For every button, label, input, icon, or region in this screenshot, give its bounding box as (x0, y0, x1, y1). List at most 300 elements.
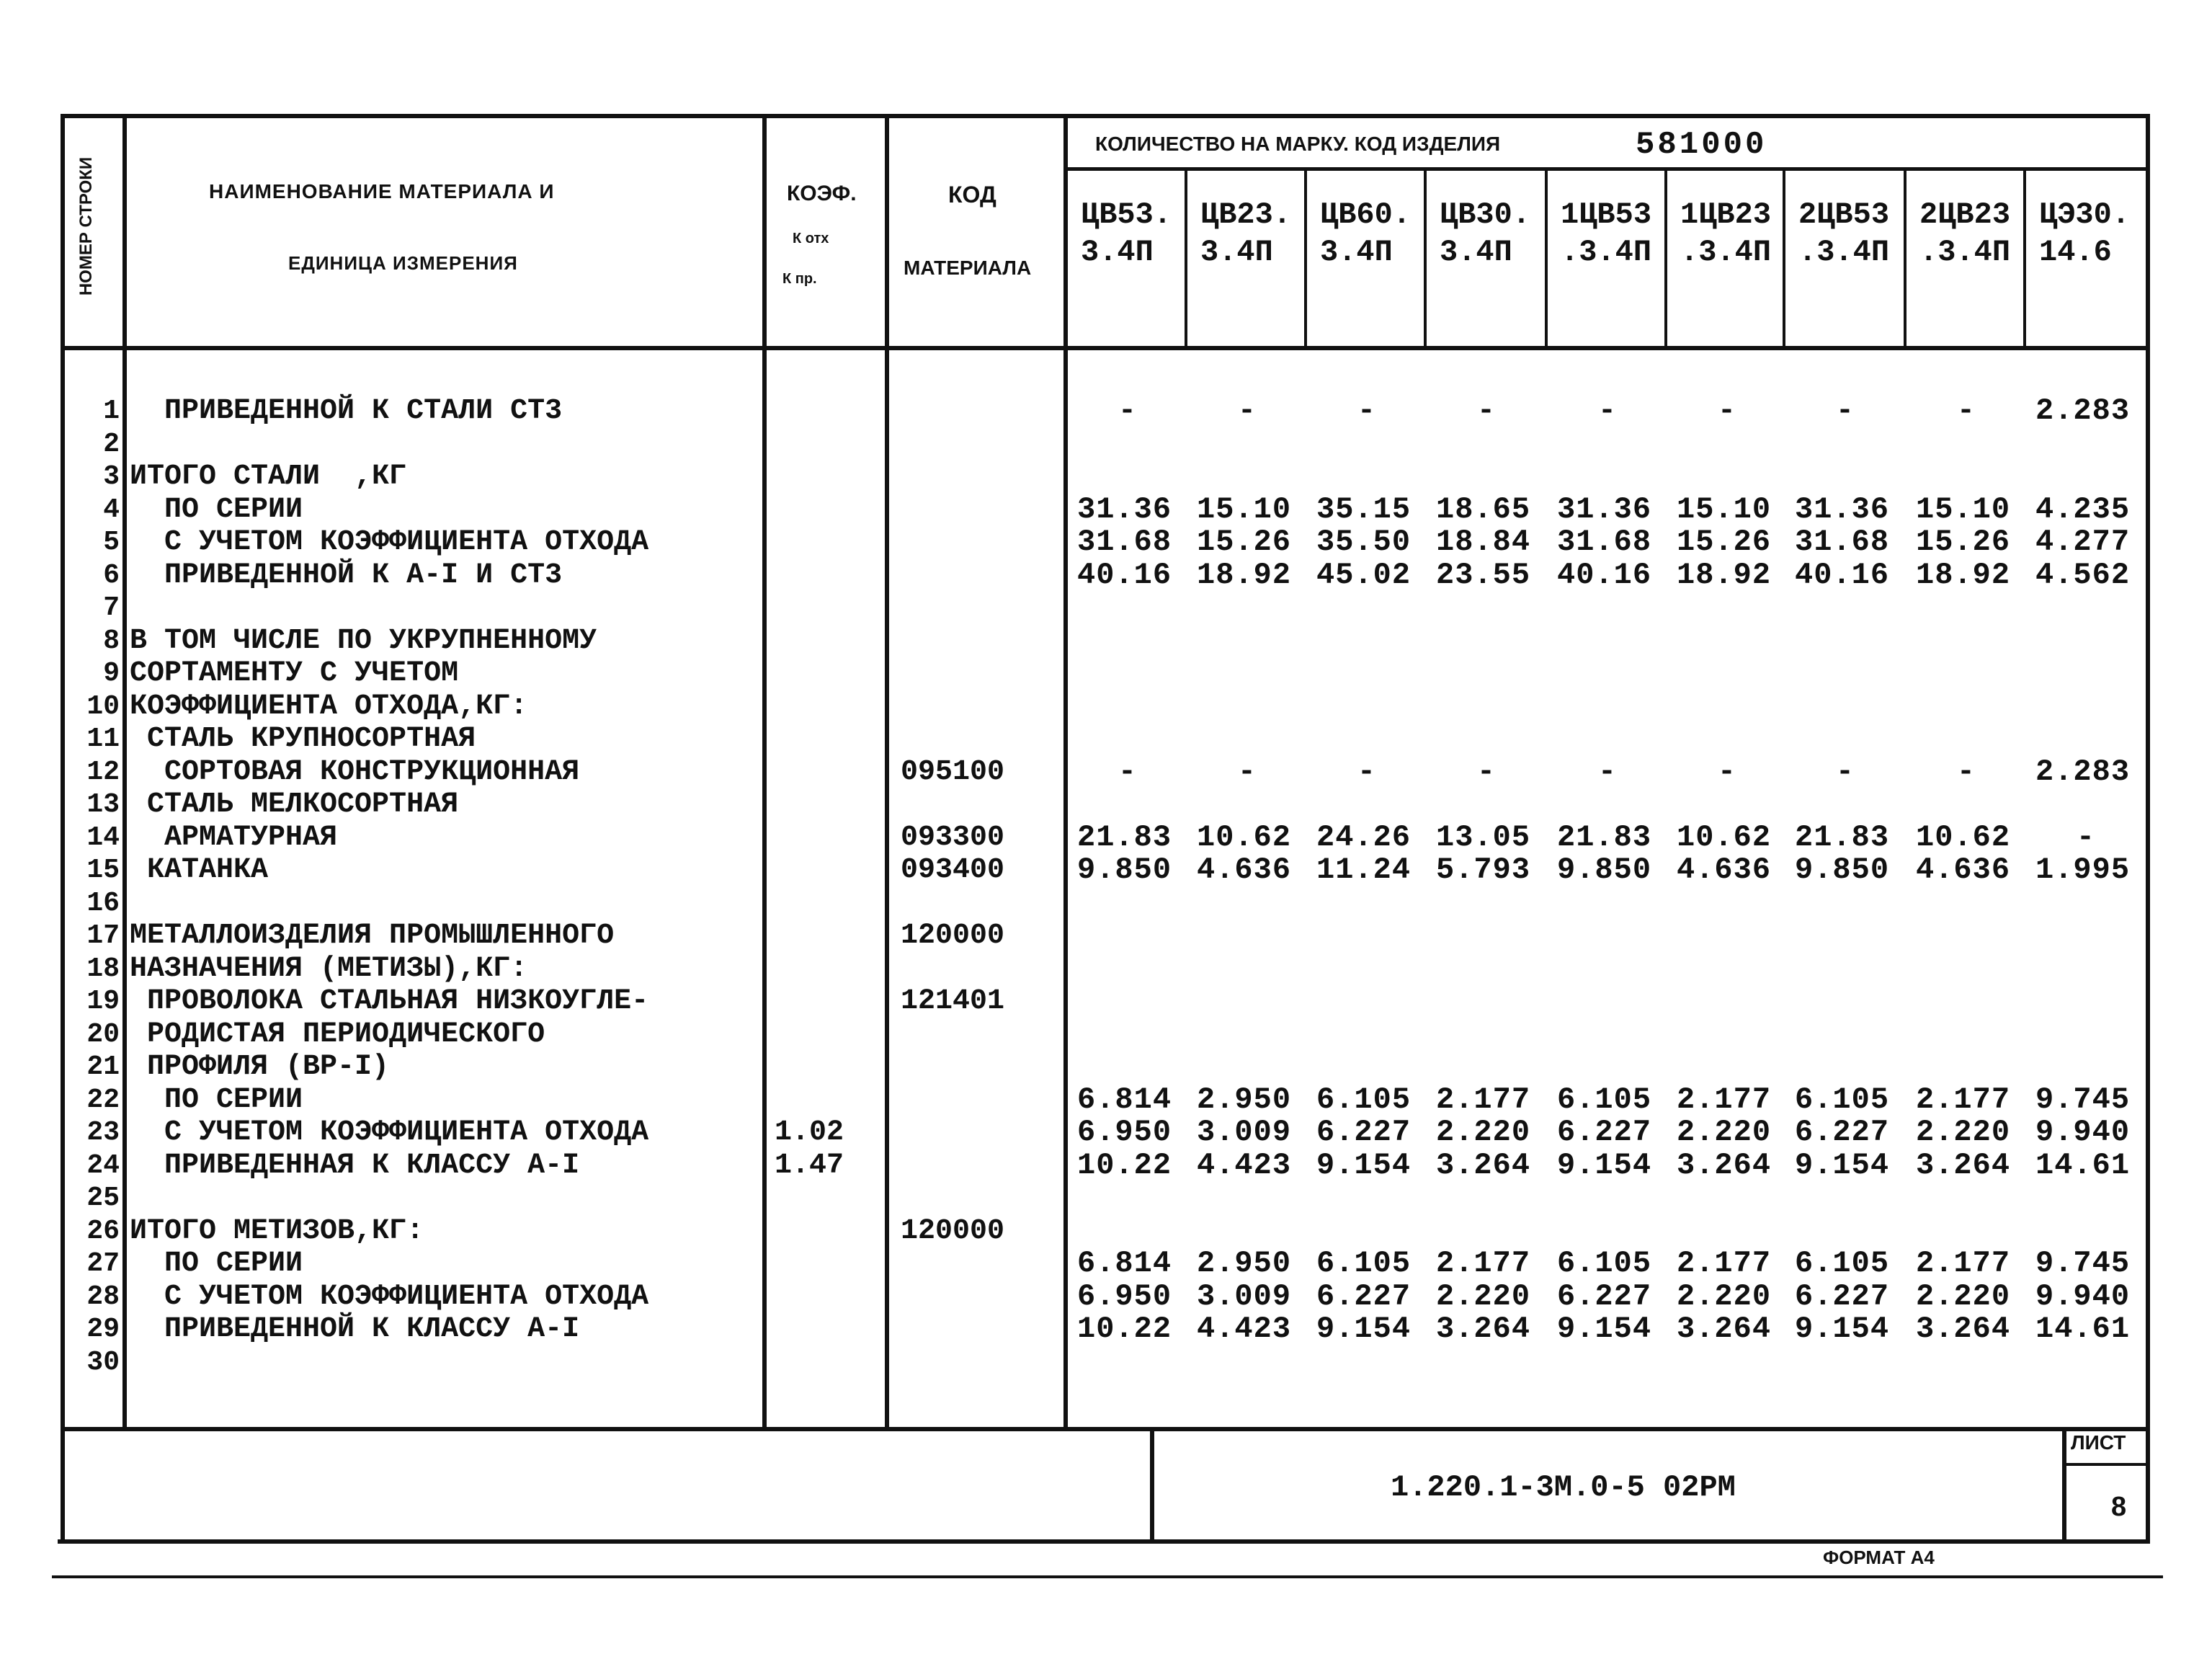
row-number: 2 (103, 428, 120, 460)
quantity-cell: 9.850 (1557, 853, 1652, 887)
quantity-cell: 18.92 (1197, 557, 1292, 592)
coef-header-line3: К пр. (782, 271, 817, 287)
quantity-cell: 2.177 (1916, 1082, 2011, 1117)
table-row (1077, 657, 2147, 690)
quantity-cell: 40.16 (1557, 557, 1652, 592)
material-name: СОРТАМЕНТУ С УЧЕТОМ (130, 657, 459, 690)
row-number: 5 (103, 527, 120, 558)
coefficient-value (775, 428, 890, 461)
quantity-column-header: 2ЦВ23 .3.4П (1919, 197, 2011, 270)
quantity-cell: - (1835, 754, 1855, 789)
row-number: 9 (103, 658, 120, 689)
quantity-cell: 2.220 (1916, 1115, 2011, 1149)
table-row (1077, 1182, 2147, 1215)
quantity-cell: - (1717, 393, 1737, 428)
table-row (1077, 1018, 2147, 1051)
quantity-cell: 31.36 (1795, 492, 1890, 527)
material-name: ПРИВЕДЕННАЯ К КЛАССУ А-I (130, 1149, 580, 1182)
row-number: 18 (86, 953, 120, 984)
quantity-cell: 31.68 (1557, 525, 1652, 559)
table-row (1077, 756, 2147, 789)
material-code (901, 1084, 1066, 1117)
quantity-cell: 2.283 (2035, 754, 2131, 789)
quantity-cell: 6.950 (1077, 1115, 1172, 1149)
quantity-cell: 4.277 (2035, 525, 2131, 559)
material-name: ПРИВЕДЕННОЙ К СТАЛИ СТ3 (130, 395, 563, 427)
quantity-cell: 2.177 (1436, 1246, 1531, 1281)
quantity-cell: 9.154 (1795, 1312, 1890, 1346)
quantity-cell: 9.940 (2035, 1115, 2131, 1149)
quantity-cell: - (1476, 393, 1497, 428)
table-row (1077, 953, 2147, 986)
quantity-cell: 2.220 (1436, 1115, 1531, 1149)
row-number: 14 (86, 822, 120, 853)
quantity-cell: - (1357, 754, 1377, 789)
quantity-cell: 3.264 (1916, 1312, 2011, 1346)
material-code (901, 887, 1066, 920)
quantity-cell: 11.24 (1316, 853, 1412, 887)
quantity-cell: 45.02 (1316, 557, 1412, 592)
material-code (901, 723, 1066, 756)
quantity-cell: 9.745 (2035, 1246, 2131, 1281)
material-code (901, 1247, 1066, 1281)
code-header-line2: МАТЕРИАЛА (904, 257, 1032, 279)
row-number: 1 (103, 396, 120, 427)
quantity-cell: 6.105 (1316, 1246, 1412, 1281)
quantity-cell: 9.154 (1795, 1147, 1890, 1183)
material-code: 120000 (901, 920, 1005, 952)
material-name: ИТОГО СТАЛИ ,КГ (130, 461, 407, 493)
row-number: 25 (86, 1183, 120, 1214)
quantity-cell: 21.83 (1077, 819, 1172, 855)
coefficient-value (775, 592, 890, 625)
quantity-cell: 4.235 (2035, 492, 2131, 527)
material-name (130, 428, 764, 461)
footer-divider-doc (1150, 1427, 1154, 1544)
row-number: 22 (86, 1084, 120, 1116)
quantity-cell: - (1118, 754, 1138, 789)
coefficient-value (775, 461, 890, 494)
quantity-column-header: ЦВ30. 3.4П (1440, 197, 1531, 270)
material-name: ПРОВОЛОКА СТАЛЬНАЯ НИЗКОУГЛЕ- (130, 985, 649, 1018)
quantity-cell: 10.62 (1677, 819, 1772, 855)
coefficient-value (775, 788, 890, 822)
coefficient-value (775, 526, 890, 559)
quantity-cell: 4.423 (1197, 1312, 1292, 1346)
material-code (901, 1346, 1066, 1379)
quantity-cell: 18.65 (1436, 492, 1531, 527)
material-name-header-line2: ЕДИНИЦА ИЗМЕРЕНИЯ (288, 252, 518, 274)
quantity-cell: - (1237, 393, 1257, 428)
row-number: 7 (103, 592, 120, 623)
quantity-cell: 10.22 (1077, 1312, 1172, 1346)
material-name: С УЧЕТОМ КОЭФФИЦИЕНТА ОТХОДА (130, 1116, 649, 1149)
row-number: 11 (86, 724, 120, 755)
quantity-cell: 15.10 (1677, 492, 1772, 527)
material-name-header-line1: НАИМЕНОВАНИЕ МАТЕРИАЛА И (209, 180, 555, 203)
quantity-cell: 3.009 (1197, 1278, 1292, 1314)
coef-header-line1: КОЭФ. (787, 182, 857, 205)
table-row (1077, 494, 2147, 527)
quantity-cell: 6.105 (1557, 1082, 1652, 1117)
sheet-label: ЛИСТ (2071, 1431, 2126, 1454)
quantity-cell: - (1956, 754, 1976, 789)
material-code-column (901, 395, 1066, 1379)
coefficient-value (775, 1018, 890, 1051)
material-name: ПО СЕРИИ (130, 1083, 303, 1116)
table-row (1077, 461, 2147, 494)
table-row (1077, 1278, 2147, 1314)
table-row (1077, 887, 2147, 920)
material-name: С УЧЕТОМ КОЭФФИЦИЕНТА ОТХОДА (130, 1280, 649, 1313)
quantity-cell: 18.84 (1436, 525, 1531, 559)
material-code (901, 461, 1066, 494)
material-name: ПО СЕРИИ (130, 493, 303, 526)
material-code (901, 395, 1066, 428)
table-row (1077, 985, 2147, 1018)
quantity-cell: 4.636 (1197, 853, 1292, 887)
quantity-cell: 3.264 (1677, 1312, 1772, 1346)
quantity-cell: 24.26 (1316, 819, 1412, 855)
quantity-cell: 6.814 (1077, 1082, 1172, 1117)
material-code: 093400 (901, 854, 1005, 886)
quantity-cell: 6.950 (1077, 1278, 1172, 1314)
table-row (1077, 592, 2147, 625)
material-name-column (130, 395, 764, 1379)
table-row (1077, 1149, 2147, 1183)
row-number-header: НОМЕР СТРОКИ (76, 156, 96, 296)
material-code: 120000 (901, 1214, 1005, 1247)
quantity-cell: 4.423 (1197, 1147, 1292, 1183)
row-number: 29 (86, 1314, 120, 1345)
table-row (1077, 920, 2147, 953)
quantity-cell: 15.10 (1197, 492, 1292, 527)
quantity-header: КОЛИЧЕСТВО НА МАРКУ. КОД ИЗДЕЛИЯ (1095, 133, 1501, 155)
coefficient-value (775, 559, 890, 592)
quantity-cell: - (2076, 819, 2096, 855)
row-number: 16 (86, 887, 120, 919)
quantity-cell: 2.177 (1677, 1082, 1772, 1117)
quantity-cell: - (1956, 393, 1976, 428)
header-bottom-border (61, 346, 2150, 350)
material-name: ПРИВЕДЕННОЙ К КЛАССУ А-I (130, 1313, 580, 1346)
quantity-cell: 6.105 (1795, 1082, 1890, 1117)
coefficient-column (775, 395, 890, 1379)
quantity-cell: 18.92 (1677, 557, 1772, 592)
quantity-cell: 13.05 (1436, 819, 1531, 855)
quantity-cell: 6.814 (1077, 1246, 1172, 1281)
table-row (1077, 1346, 2147, 1379)
table-row (1077, 788, 2147, 822)
coefficient-value (775, 1346, 890, 1379)
quantity-cell: 31.36 (1557, 492, 1652, 527)
quantity-cell: 2.283 (2035, 393, 2131, 428)
quantity-cell: - (1835, 393, 1855, 428)
quantity-cell: 2.177 (1436, 1082, 1531, 1117)
quantity-column-header: ЦВ53. 3.4П (1081, 197, 1172, 270)
quantity-cell: 3.264 (1436, 1147, 1531, 1183)
quantity-cell: - (1237, 754, 1257, 789)
quantity-cell: 15.26 (1677, 525, 1772, 559)
row-number: 15 (86, 855, 120, 886)
quantity-cell: 3.264 (1436, 1312, 1531, 1346)
quantity-cell: 14.61 (2035, 1312, 2131, 1346)
format-line (52, 1575, 2163, 1578)
material-name: ПРОФИЛЯ (ВР-I) (130, 1051, 390, 1083)
coefficient-value (775, 1215, 890, 1248)
quantity-cell: 2.220 (1436, 1278, 1531, 1314)
quantity-cell: - (1597, 754, 1618, 789)
quantity-cell: 10.22 (1077, 1147, 1172, 1183)
coefficient-value (775, 494, 890, 527)
footer-bottom-border (58, 1539, 2150, 1544)
material-name (130, 1346, 764, 1379)
material-code (901, 1116, 1066, 1149)
coefficient-value (775, 985, 890, 1018)
material-code (901, 1018, 1066, 1051)
coefficient-value (775, 1313, 890, 1346)
material-name: ИТОГО МЕТИЗОВ,КГ: (130, 1214, 424, 1247)
coefficient-value (775, 690, 890, 724)
row-number: 27 (86, 1248, 120, 1279)
quantity-cell: 31.68 (1795, 525, 1890, 559)
coef-header-line2: К отх (793, 231, 829, 246)
table-row (1077, 690, 2147, 724)
material-code (901, 657, 1066, 690)
body-bottom-border (61, 1427, 2150, 1431)
row-number: 8 (103, 625, 120, 657)
coefficient-value (775, 1281, 890, 1314)
table-row (1077, 1215, 2147, 1248)
material-code (901, 592, 1066, 625)
quantity-column-header: 1ЦВ53 .3.4П (1561, 197, 1652, 270)
coefficient-value (775, 887, 890, 920)
material-code (901, 788, 1066, 822)
quantity-cell: 6.227 (1557, 1115, 1652, 1149)
quantity-column-header: 1ЦВ23 .3.4П (1680, 197, 1772, 270)
quantity-cell: 2.220 (1677, 1278, 1772, 1314)
quantity-cell: 6.227 (1795, 1278, 1890, 1314)
quantity-cell: 9.154 (1316, 1147, 1412, 1183)
coefficient-value (775, 657, 890, 690)
quantity-cell: 21.83 (1557, 819, 1652, 855)
quantity-column-header: 2ЦВ53 .3.4П (1798, 197, 1890, 270)
quantity-cell: 4.636 (1677, 853, 1772, 887)
quantity-cell: 10.62 (1916, 819, 2011, 855)
material-name (130, 592, 764, 625)
table-top-border (61, 114, 2150, 118)
table-row (1077, 854, 2147, 887)
table-row (1077, 625, 2147, 658)
coefficient-value: 1.47 (775, 1149, 844, 1182)
quantity-cell: 3.264 (1677, 1147, 1772, 1183)
table-row (1077, 1084, 2147, 1117)
quantity-cell: 2.950 (1197, 1082, 1292, 1117)
row-number: 17 (86, 920, 120, 951)
material-code (901, 1281, 1066, 1314)
material-code (901, 1182, 1066, 1215)
material-code (901, 953, 1066, 986)
coefficient-value (775, 1182, 890, 1215)
quantity-cell: 9.154 (1557, 1147, 1652, 1183)
quantity-cell: 9.940 (2035, 1278, 2131, 1314)
row-number: 24 (86, 1149, 120, 1181)
quantity-cell: 2.177 (1677, 1246, 1772, 1281)
qty-header-divider (1063, 167, 2150, 171)
material-name: РОДИСТАЯ ПЕРИОДИЧЕСКОГО (130, 1018, 545, 1051)
quantity-cell: 21.83 (1795, 819, 1890, 855)
quantity-cell: 9.850 (1077, 853, 1172, 887)
table-row (1077, 1051, 2147, 1084)
coefficient-value (775, 1247, 890, 1281)
material-code (901, 690, 1066, 724)
row-number: 21 (86, 1051, 120, 1082)
quantity-cell: 31.36 (1077, 492, 1172, 527)
table-row (1077, 428, 2147, 461)
material-name: КОЭФФИЦИЕНТА ОТХОДА,КГ: (130, 690, 528, 723)
quantity-column-header: ЦВ60. 3.4П (1320, 197, 1412, 270)
row-number: 10 (86, 690, 120, 722)
quantity-cell: 15.10 (1916, 492, 2011, 527)
material-name: АРМАТУРНАЯ (130, 821, 338, 854)
material-name: СОРТОВАЯ КОНСТРУКЦИОННАЯ (130, 755, 580, 788)
table-row (1077, 559, 2147, 592)
material-name: В ТОМ ЧИСЛЕ ПО УКРУПНЕННОМУ (130, 624, 597, 657)
row-number: 19 (86, 986, 120, 1017)
coefficient-value (775, 625, 890, 658)
row-number: 28 (86, 1281, 120, 1312)
row-number: 13 (86, 789, 120, 820)
sheet-number: 8 (2111, 1492, 2127, 1522)
quantity-cell: - (1118, 393, 1138, 428)
quantity-cell: 2.177 (1916, 1246, 2011, 1281)
row-number: 4 (103, 494, 120, 525)
row-number: 12 (86, 756, 120, 788)
quantity-cell: - (1717, 754, 1737, 789)
quantity-cell: 6.105 (1316, 1082, 1412, 1117)
quantity-cell: 35.15 (1316, 492, 1412, 527)
material-name: ПО СЕРИИ (130, 1247, 303, 1280)
quantity-cell: 40.16 (1795, 557, 1890, 592)
quantity-cell: 6.105 (1795, 1246, 1890, 1281)
table-row (1077, 1247, 2147, 1281)
material-name: С УЧЕТОМ КОЭФФИЦИЕНТА ОТХОДА (130, 526, 649, 559)
coefficient-value (775, 854, 890, 887)
material-code (901, 1149, 1066, 1183)
quantity-cell: 2.220 (1677, 1115, 1772, 1149)
quantity-cell: - (1357, 393, 1377, 428)
material-code (901, 1313, 1066, 1346)
row-number: 20 (86, 1018, 120, 1050)
quantity-cell: 2.950 (1197, 1246, 1292, 1281)
quantity-cell: 9.745 (2035, 1082, 2131, 1117)
material-code (901, 625, 1066, 658)
material-name: ПРИВЕДЕННОЙ К А-I И СТ3 (130, 559, 563, 592)
row-number-column (63, 395, 120, 1379)
quantity-cell: 1.995 (2035, 853, 2131, 887)
quantity-cell: 40.16 (1077, 557, 1172, 592)
material-code (901, 559, 1066, 592)
material-code: 121401 (901, 985, 1005, 1018)
material-code (901, 1051, 1066, 1084)
quantity-cell: - (1476, 754, 1497, 789)
coefficient-value (775, 822, 890, 855)
quantity-cell: 15.26 (1197, 525, 1292, 559)
quantity-column-header: ЦЭ30. 14.6 (2039, 197, 2131, 270)
row-number: 6 (103, 559, 120, 591)
coefficient-value (775, 953, 890, 986)
quantity-cell: 15.26 (1916, 525, 2011, 559)
material-name: СТАЛЬ МЕЛКОСОРТНАЯ (130, 788, 459, 821)
document-code: 1.220.1-3М.0-5 02РМ (1391, 1470, 1736, 1505)
coefficient-value: 1.02 (775, 1116, 844, 1149)
code-header-line1: КОД (948, 182, 996, 208)
quantity-cell: 4.636 (1916, 853, 2011, 887)
quantity-cell: 3.264 (1916, 1147, 2011, 1183)
quantity-cell: 23.55 (1436, 557, 1531, 592)
material-code: 093300 (901, 821, 1005, 854)
quantity-cell: 3.009 (1197, 1115, 1292, 1149)
row-number: 23 (86, 1117, 120, 1148)
material-code (901, 428, 1066, 461)
quantity-cell: 18.92 (1916, 557, 2011, 592)
quantity-data-grid (1077, 395, 2147, 1379)
row-number: 3 (103, 461, 120, 492)
product-code: 581000 (1636, 127, 1767, 163)
footer-divider-sheet (2062, 1427, 2066, 1544)
coefficient-value (775, 1051, 890, 1084)
table-row (1077, 395, 2147, 428)
material-name: КАТАНКА (130, 854, 269, 886)
table-row (1077, 819, 2147, 855)
quantity-cell: 4.562 (2035, 557, 2131, 592)
quantity-cell: 14.61 (2035, 1147, 2131, 1183)
table-row (1077, 723, 2147, 756)
quantity-cell: 9.850 (1795, 853, 1890, 887)
quantity-cell: 9.154 (1557, 1312, 1652, 1346)
row-number: 26 (86, 1215, 120, 1247)
quantity-cell: 6.227 (1557, 1278, 1652, 1314)
material-name: НАЗНАЧЕНИЯ (МЕТИЗЫ),КГ: (130, 952, 528, 985)
coefficient-value (775, 1084, 890, 1117)
quantity-column-header: ЦВ23. 3.4П (1200, 197, 1292, 270)
col-divider-rownum (122, 114, 127, 1431)
quantity-cell: 5.793 (1436, 853, 1531, 887)
material-code (901, 494, 1066, 527)
quantity-cell: 2.220 (1916, 1278, 2011, 1314)
coefficient-value (775, 920, 890, 953)
quantity-cell: 6.105 (1557, 1246, 1652, 1281)
coefficient-value (775, 756, 890, 789)
material-code: 095100 (901, 755, 1005, 788)
table-row (1077, 1313, 2147, 1346)
material-name: МЕТАЛЛОИЗДЕЛИЯ ПРОМЫШЛЕННОГО (130, 920, 615, 952)
quantity-cell: 6.227 (1795, 1115, 1890, 1149)
quantity-cell: 9.154 (1316, 1312, 1412, 1346)
table-row (1077, 526, 2147, 559)
sheet-label-divider (2062, 1463, 2150, 1466)
row-number: 30 (86, 1346, 120, 1378)
material-name (130, 887, 764, 920)
quantity-cell: 6.227 (1316, 1115, 1412, 1149)
coefficient-value (775, 395, 890, 428)
quantity-cell: 10.62 (1197, 819, 1292, 855)
material-name: СТАЛЬ КРУПНОСОРТНАЯ (130, 723, 476, 755)
quantity-cell: - (1597, 393, 1618, 428)
quantity-cell: 35.50 (1316, 525, 1412, 559)
quantity-cell: 31.68 (1077, 525, 1172, 559)
quantity-cell: 6.227 (1316, 1278, 1412, 1314)
